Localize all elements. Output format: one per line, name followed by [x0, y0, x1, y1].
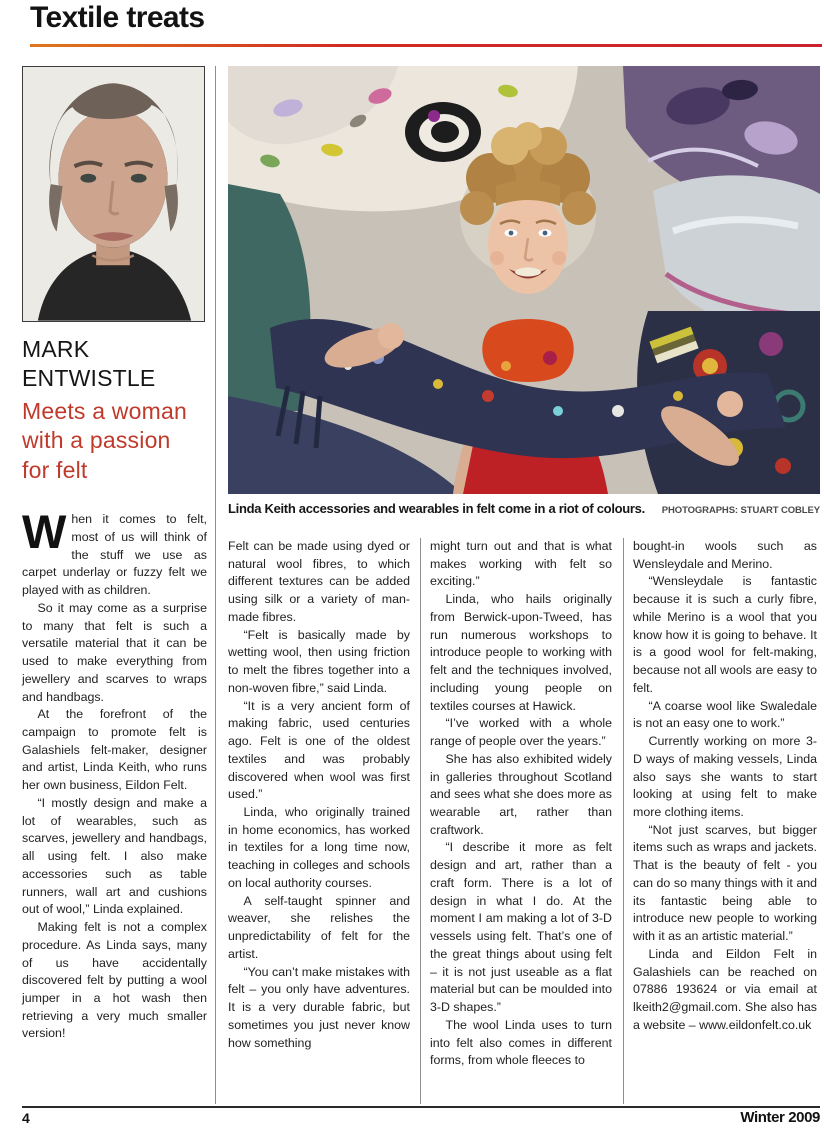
author-portrait-photo	[22, 66, 205, 322]
paragraph: Making felt is not a complex procedure. As Linda says, many of us have accidentally discovered felt by putting a wool jumper in a hot wash then retrieving a very much smaller version!	[22, 920, 207, 1041]
article-column-1	[22, 505, 207, 1043]
page-number: 4	[22, 1110, 30, 1126]
column-divider	[623, 538, 624, 1104]
paragraph: A self-taught spinner and weaver, she relishes the unpredictability of felt for the artist.	[228, 893, 410, 961]
photo-credit: PHOTOGRAPHS: STUART COBLEY	[661, 505, 820, 516]
paragraph: “I’ve worked with a whole range of people over the years.”	[430, 716, 612, 749]
paragraph: “Wensleydale is fantastic because it is such a curly fibre, while Merino is a wool that you know how it is going to behave. It is a good wool for felt-making, because not all wools are easy to felt.	[633, 574, 817, 695]
paragraph: So it may come as a surprise to many that felt is such a versatile material that it can be used to make everything from jewellery and scarves to wraps and handbags.	[22, 600, 207, 704]
byline-author: MARK ENTWISTLE	[22, 336, 156, 392]
header-rule	[30, 44, 822, 47]
paragraph-text: hen it comes to felt, most of us will think of the stuff we use as carpet underlay or fuzzy felt we played with as children.	[22, 512, 207, 598]
article-column-3	[430, 538, 612, 1070]
paragraph: At the forefront of the campaign to promote felt is Galashiels felt-maker, designer and artist, Linda Keith, who runs her own business, Eildon Felt.	[22, 707, 207, 793]
paragraph: Linda, who originally trained in home economics, has worked in textiles for a long time now, teaching in colleges and schools on local authority courses.	[228, 805, 410, 890]
article-column-4	[633, 538, 817, 1035]
paragraph: “A coarse wool like Swaledale is not an easy one to work.”	[633, 698, 817, 731]
column-divider	[420, 538, 421, 1104]
paragraph: “Felt is basically made by wetting wool, then using friction to melt the fibres together into a non-woven fibre,” said Linda.	[228, 627, 410, 695]
paragraph: bought-in wools such as Wensleydale and Merino.	[633, 539, 817, 571]
column-divider	[215, 66, 216, 1104]
paragraph: “I mostly design and make a lot of wearables, such as scarves, jewellery and handbags, all using felt. I also make accessories such as table runners, wall art and cushions out of wool,” Linda explained.	[22, 795, 207, 917]
paragraph: Linda and Eildon Felt in Galashiels can be reached on 07886 193624 or via email at lkeith2@gmail.com. She also has a website – www.eildonfelt.co.uk	[633, 946, 817, 1032]
paragraph: might turn out and that is what makes working with felt so exciting.”	[430, 539, 612, 589]
caption-row	[228, 501, 820, 516]
photo-caption: Linda Keith accessories and wearables in felt come in a riot of colours.	[228, 501, 645, 516]
paragraph: Felt can be made using dyed or natural wool fibres, to which different textures can be added using silk or a variety of man-made fibres.	[228, 539, 410, 624]
article-column-2	[228, 538, 410, 1052]
issue-label: Winter 2009	[740, 1109, 820, 1126]
drop-cap: W	[22, 505, 67, 559]
paragraph: The wool Linda uses to turn into felt also comes in different forms, from whole fleeces to	[430, 1017, 612, 1068]
sidebar	[22, 66, 207, 1043]
paragraph: “You can’t make mistakes with felt – you only have adventures. It is a very durable fabric, but sometimes you just never know how something	[228, 964, 410, 1050]
page-title: Textile treats	[30, 1, 205, 34]
paragraph: “Not just scarves, but bigger items such as wraps and jackets. That is the beauty of felt - you can do so many things with it and its fantastic being able to introduce new people to working with it as an artistic material.”	[633, 822, 817, 944]
paragraph: Linda, who hails originally from Berwick-upon-Tweed, has run numerous workshops to introduce people to working with felt and the techniques involved, including young people on textiles courses at Hawick.	[430, 592, 612, 713]
paragraph: She has also exhibited widely in galleries throughout Scotland and sees what she does more as wearable art, rather than craftwork.	[430, 751, 612, 837]
paragraph: “I describe it more as felt design and art, rather than a craft form. There is a lot of design in what I do. At the moment I am making a lot of 3-D vessels using felt. That’s one of the great things about using felt – it is not just useable as a flat material but can be moulded into 3-D shapes.”	[430, 840, 612, 1015]
paragraph	[22, 505, 207, 600]
byline-subtitle: Meets a woman with a passion for felt	[22, 397, 187, 483]
paragraph: Currently working on more 3-D ways of making vessels, Linda also says she wants to start looking at using felt to make more clothing items.	[633, 734, 817, 820]
feature-photo	[228, 66, 820, 494]
footer-rule	[22, 1106, 820, 1108]
paragraph: “It is a very ancient form of making fabric, used centuries ago. Felt is one of the oldest textiles and was probably discovered when wool was first used.”	[228, 698, 410, 802]
